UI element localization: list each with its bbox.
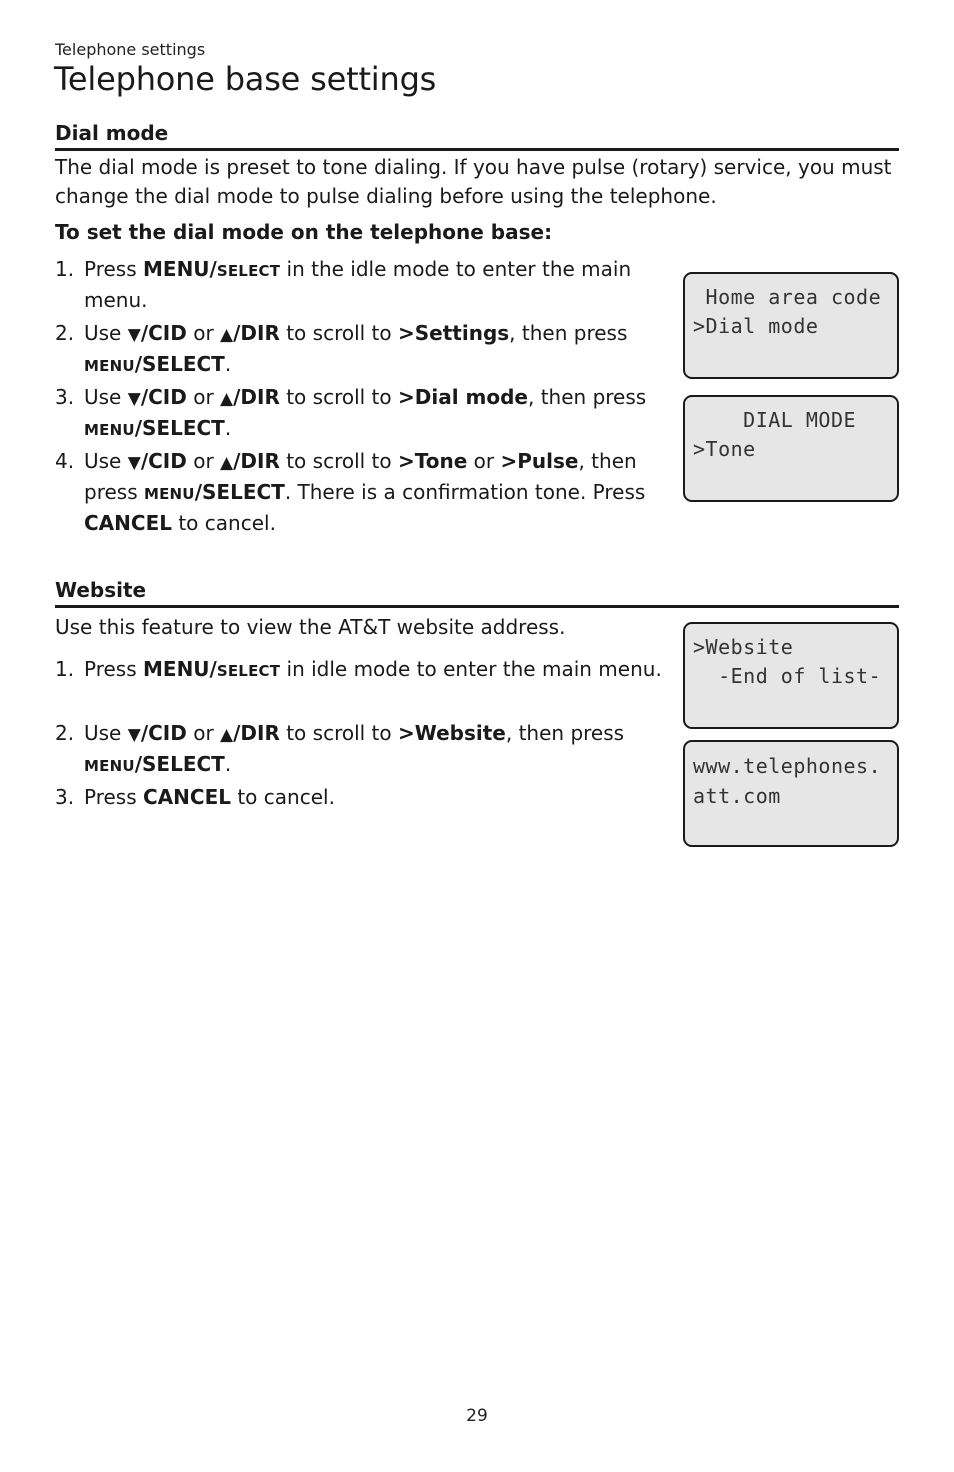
step-number: 2. (55, 721, 75, 745)
down-arrow-icon: ▼ (127, 389, 141, 409)
down-arrow-icon: ▼ (127, 725, 141, 745)
dial-mode-heading: Dial mode (55, 121, 899, 151)
dial-mode-intro: The dial mode is preset to tone dialing. If you have pulse (rotary) service, you must change the dial mode to pulse dialing before using the telephone. (55, 155, 892, 208)
step-text: Press MENU/SELECT in idle mode to enter the main menu. (84, 657, 662, 681)
lcd-line: DIAL MODE (693, 408, 857, 432)
step-text: Use ▼/CID or ▲/DIR to scroll to >Settings, then press MENU/SELECT. (84, 321, 628, 376)
up-arrow-icon: ▲ (220, 725, 234, 745)
step-number: 4. (55, 449, 75, 473)
lcd-screen-home-area-code (683, 272, 899, 379)
lcd-screen-dial-mode (683, 395, 899, 502)
dial-mode-subheading: To set the dial mode on the telephone base: (55, 220, 553, 244)
step-number: 1. (55, 257, 75, 281)
lcd-line: att.com (693, 784, 781, 808)
lcd-line: >Tone (693, 437, 756, 461)
step-text: Use ▼/CID or ▲/DIR to scroll to >Website, then press MENU/SELECT. (84, 721, 625, 776)
step-text: Press MENU/SELECT in the idle mode to enter the main menu. (84, 257, 632, 312)
step-text: Press CANCEL to cancel. (84, 785, 335, 809)
lcd-screen-website-address (683, 740, 899, 847)
step-number: 1. (55, 657, 75, 681)
step-number: 3. (55, 385, 75, 409)
lcd-line: Home area code (693, 285, 882, 309)
step-text: Use ▼/CID or ▲/DIR to scroll to >Dial mode, then press MENU/SELECT. (84, 385, 647, 440)
lcd-screen-website (683, 622, 899, 729)
lcd-line: www.telephones. (693, 754, 882, 778)
website-heading: Website (55, 578, 899, 608)
step-number: 2. (55, 321, 75, 345)
page-number: 29 (466, 1406, 488, 1426)
lcd-line: -End of list- (693, 664, 882, 688)
down-arrow-icon: ▼ (127, 453, 141, 473)
up-arrow-icon: ▲ (220, 453, 234, 473)
website-intro: Use this feature to view the AT&T website address. (55, 615, 566, 639)
step-number: 3. (55, 785, 75, 809)
breadcrumb: Telephone settings (55, 40, 206, 59)
up-arrow-icon: ▲ (220, 389, 234, 409)
lcd-line: >Website (693, 635, 794, 659)
page-title: Telephone base settings (54, 60, 437, 98)
down-arrow-icon: ▼ (127, 325, 141, 345)
up-arrow-icon: ▲ (220, 325, 234, 345)
step-text: Use ▼/CID or ▲/DIR to scroll to >Tone or >Pulse, then press MENU/SELECT. There is a confirmation tone. Press CANCEL to cancel. (84, 449, 646, 535)
lcd-line: >Dial mode (693, 314, 819, 338)
